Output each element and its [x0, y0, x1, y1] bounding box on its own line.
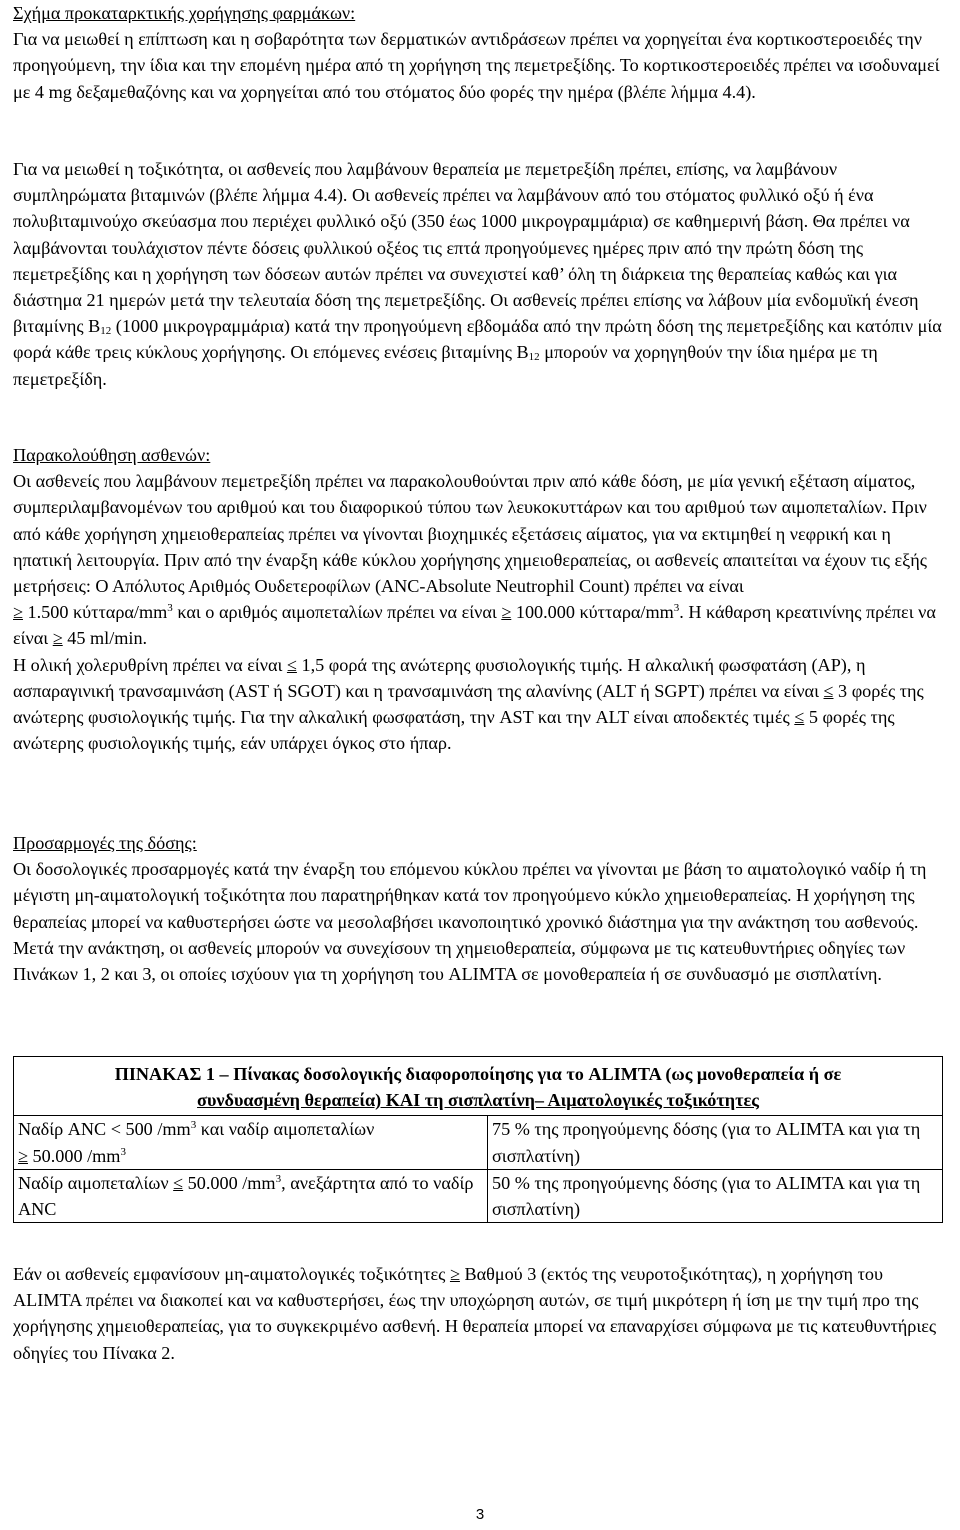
dose-adjustment-heading: Προσαρμογές της δόσης: — [13, 833, 197, 853]
table-cell-condition — [14, 1116, 488, 1169]
vitamin-text-c: μπορούν να χορηγηθούν την ίδια ημέρα με τη πεμετρεξίδη. — [13, 342, 878, 389]
superscript: 3 — [673, 602, 680, 615]
le-symbol: ≤ — [286, 654, 297, 675]
non-hematologic-section — [13, 1261, 943, 1366]
ge-symbol: ≥ — [18, 1145, 28, 1166]
monitoring-text: 1.500 κύτταρα/mm — [22, 602, 168, 623]
table-row — [14, 1169, 943, 1222]
table-1 — [13, 1056, 943, 1223]
vitamin-b12-sub: 12 — [528, 351, 540, 364]
monitoring-paragraph-2 — [13, 652, 943, 757]
le-symbol: ≤ — [823, 680, 834, 701]
ge-symbol: ≥ — [52, 628, 63, 649]
table-cell-condition — [14, 1169, 488, 1222]
non-hematologic-paragraph — [13, 1261, 943, 1366]
monitoring-text: 3 φορές της ανώτερης φυσιολογικής τιμής. Για την αλκαλική φωσφατάση, την AST και την ALT είναι αποδεκτές τιμές — [13, 680, 924, 728]
table-cell-dose: 50 % της προηγούμενης δόσης (για το ALIMTA και για τη σισπλατίνη) — [488, 1169, 943, 1222]
superscript: 3 — [120, 1145, 126, 1158]
monitoring-text: 1,5 φορά της ανώτερης φυσιολογικής τιμής. Η αλκαλική φωσφατάση (ΑΡ), η ασπαραγινική τρανσαμινάση (AST ή SGOT) και η τρανσαμινάση της αλανίνης (ALT ή SGPT) πρέπει να είναι — [13, 654, 866, 701]
monitoring-text: Οι ασθενείς που λαμβάνουν πεμετρεξίδη πρέπει να παρακολουθούνται πριν από κάθε δόση, με μία γενική εξέταση αίματος, συμπεριλαμβανομένων του αριθμού και του διαφορικού τύπου των λευκοκυττάρων και του αριθμού των αιμοπεταλίων. Πριν από κάθε χορήγηση χημειοθεραπείας πρέπει να γίνονται βιοχημικές εξετάσεις αίματος, για να εκτιμηθεί η νεφρική και η ηπατική λειτουργία. Πριν από την έναρξη κάθε κύκλου χορήγησης χημειοθεραπείας, οι ασθενείς απαιτείται να έχουν τις εξής μετρήσεις: Ο Απόλυτος Αριθμός Ουδετεροφίλων (ANC-Absolute Neutrophil Count) πρέπει να είναι — [13, 471, 927, 597]
table-cell-dose: 75 % της προηγούμενης δόσης (για το ALIMTA και για τη σισπλατίνη) — [488, 1116, 943, 1169]
monitoring-text: Η ολική χολερυθρίνη πρέπει να είναι — [13, 654, 287, 675]
monitoring-text: 5 φορές της ανώτερης φυσιολογικής τιμής, εάν υπάρχει όγκος στο ήπαρ. — [13, 707, 895, 754]
vitamin-text-a: Για να μειωθεί η τοξικότητα, οι ασθενείς που λαμβάνουν θεραπεία με πεμετρεξίδη πρέπει, επίσης, να λαμβάνουν συμπληρώματα βιταμινών (βλέπε λήμμα 4.4). Οι ασθενείς πρέπει να λαμβάνουν από του στόματος φυλλικό οξύ ή ένα πολυβιταμινούχο σκεύασμα που περιέχει φυλλικό οξύ (350 έως 1000 μικρογραμμάρια) σε καθημερινή βάση. Θα πρέπει να λαμβάνονται τουλάχιστον πέντε δόσεις φυλλικού οξέος τις επτά προηγούμενες ημέρες πριν από την πρώτη δόση της πεμετρεξίδης και η χορήγηση των δόσεων αυτών πρέπει να συνεχιστεί καθ’ όλη τη διάρκεια της θεραπείας καθώς και για διάστημα 21 ημερών μετά την τελευταία δόση της πεμετρεξίδης. Οι ασθενείς πρέπει επίσης να λάβουν μία ενδομυϊκή ένεση βιταμίνης Β — [13, 159, 919, 337]
monitoring-text: 45 ml/min. — [62, 628, 148, 649]
vitamin-paragraph — [13, 156, 943, 392]
dose-adjustment-paragraph: Οι δοσολογικές προσαρμογές κατά την έναρξη του επόμενου κύκλου πρέπει να γίνονται με βάση το αιματολογικό ναδίρ ή τη μέγιστη μη-αιματολογική τοξικότητα που παρατηρήθηκαν κατά τον προηγούμενο κύκλο χημειοθεραπείας. Η χορήγηση της θεραπείας μπορεί να καθυστερήσει ώστε να μεσολαβήσει ικανοποιητικό χρονικό διάστημα για την ανάκτηση του ασθενούς. Μετά την ανάκτηση, οι ασθενείς μπορούν να συνεχίσουν τη χημειοθεραπεία, σύμφωνα με τις κατευθυντήριες οδηγίες των Πινάκων 1, 2 και 3, οι οποίες ισχύουν για τη χορήγηση του ALIMTA σε μονοθεραπεία ή σε συνδυασμό με σισπλατίνη. — [13, 859, 927, 985]
table-title-line-2: συνδυασμένη θεραπεία) ΚΑΙ τη σισπλατίνη– Αιματολογικές τοξικότητες — [197, 1090, 759, 1111]
cell-text: 50.000 /mm — [183, 1172, 276, 1193]
text: Εάν οι ασθενείς εμφανίσουν μη-αιματολογικές τοξικότητες — [13, 1264, 450, 1284]
monitoring-paragraph-1 — [13, 468, 943, 651]
table-row — [14, 1116, 943, 1169]
superscript: 3 — [275, 1172, 282, 1185]
vitamin-b12-sub: 12 — [100, 325, 112, 338]
le-symbol: ≤ — [173, 1172, 184, 1193]
vitamin-text-b: (1000 μικρογραμμάρια) κατά την προηγούμενη εβδομάδα από την πρώτη δόση της πεμετρεξίδης και κατόπιν μία φορά κάθε τρεις κύκλους χορήγησης. Οι επόμενες ενέσεις βιταμίνης Β — [13, 316, 942, 363]
vitamin-section — [13, 156, 943, 392]
ge-symbol: ≥ — [13, 602, 23, 623]
superscript: 3 — [190, 1119, 197, 1132]
premedication-heading: Σχήμα προκαταρκτικής χορήγησης φαρμάκων: — [13, 3, 356, 23]
cell-text: 50.000 /mm — [27, 1145, 121, 1166]
monitoring-section — [13, 442, 943, 756]
monitoring-text: . Η κάθαρση κρεατινίνης πρέπει να είναι — [13, 602, 936, 649]
dose-modification-table — [13, 1056, 943, 1223]
table-title — [14, 1057, 943, 1116]
table-title-line-1: ΠΙΝΑΚΑΣ 1 – Πίνακας δοσολογικής διαφοροποίησης για το ALIMTA (ως μονοθεραπεία ή σε — [114, 1064, 842, 1084]
cell-text: Ναδίρ αιμοπεταλίων — [18, 1172, 174, 1193]
premedication-section — [13, 0, 943, 105]
cell-text: , ανεξάρτητα από το ναδίρ ANC — [18, 1172, 474, 1220]
cell-text: και ναδίρ αιμοπεταλίων — [196, 1119, 375, 1140]
superscript: 3 — [167, 602, 173, 615]
dose-adjustment-section — [13, 830, 943, 987]
monitoring-text: 100.000 κύτταρα/mm — [511, 602, 674, 623]
monitoring-text: και ο αριθμός αιμοπεταλίων πρέπει να είναι — [172, 602, 502, 623]
le-symbol: ≤ — [794, 707, 805, 728]
table-title-row — [14, 1057, 943, 1116]
premedication-paragraph: Για να μειωθεί η επίπτωση και η σοβαρότητα των δερματικών αντιδράσεων πρέπει να χορηγείται ένα κορτικοστεροειδές την προηγούμενη, την ίδια και την επομένη ημέρα από τη χορήγηση της πεμετρεξίδης. Το κορτικοστεροειδές πρέπει να ισοδυναμεί με 4 mg δεξαμεθαζόνης και να χορηγείται από του στόματος δύο φορές την ημέρα (βλέπε λήμμα 4.4). — [13, 29, 940, 102]
ge-symbol: ≥ — [449, 1264, 460, 1284]
cell-text: Ναδίρ ANC < 500 /mm — [18, 1119, 191, 1140]
monitoring-heading: Παρακολούθηση ασθενών: — [13, 445, 211, 465]
page-number: 3 — [475, 1506, 485, 1523]
ge-symbol: ≥ — [501, 602, 512, 623]
text: Βαθμού 3 (εκτός της νευροτοξικότητας), η χορήγηση του ALIMTA πρέπει να διακοπεί και να καθυστερήσει, έως την υποχώρηση αυτών, σε τιμή μικρότερη ή ίση με την τιμή προ της χορήγησης χημειοθεραπείας, για το συγκεκριμένο ασθενή. Η θεραπεία μπορεί να επαναρχίσει σύμφωνα με τις κατευθυντήριες οδηγίες του Πίνακα 2. — [13, 1264, 937, 1363]
